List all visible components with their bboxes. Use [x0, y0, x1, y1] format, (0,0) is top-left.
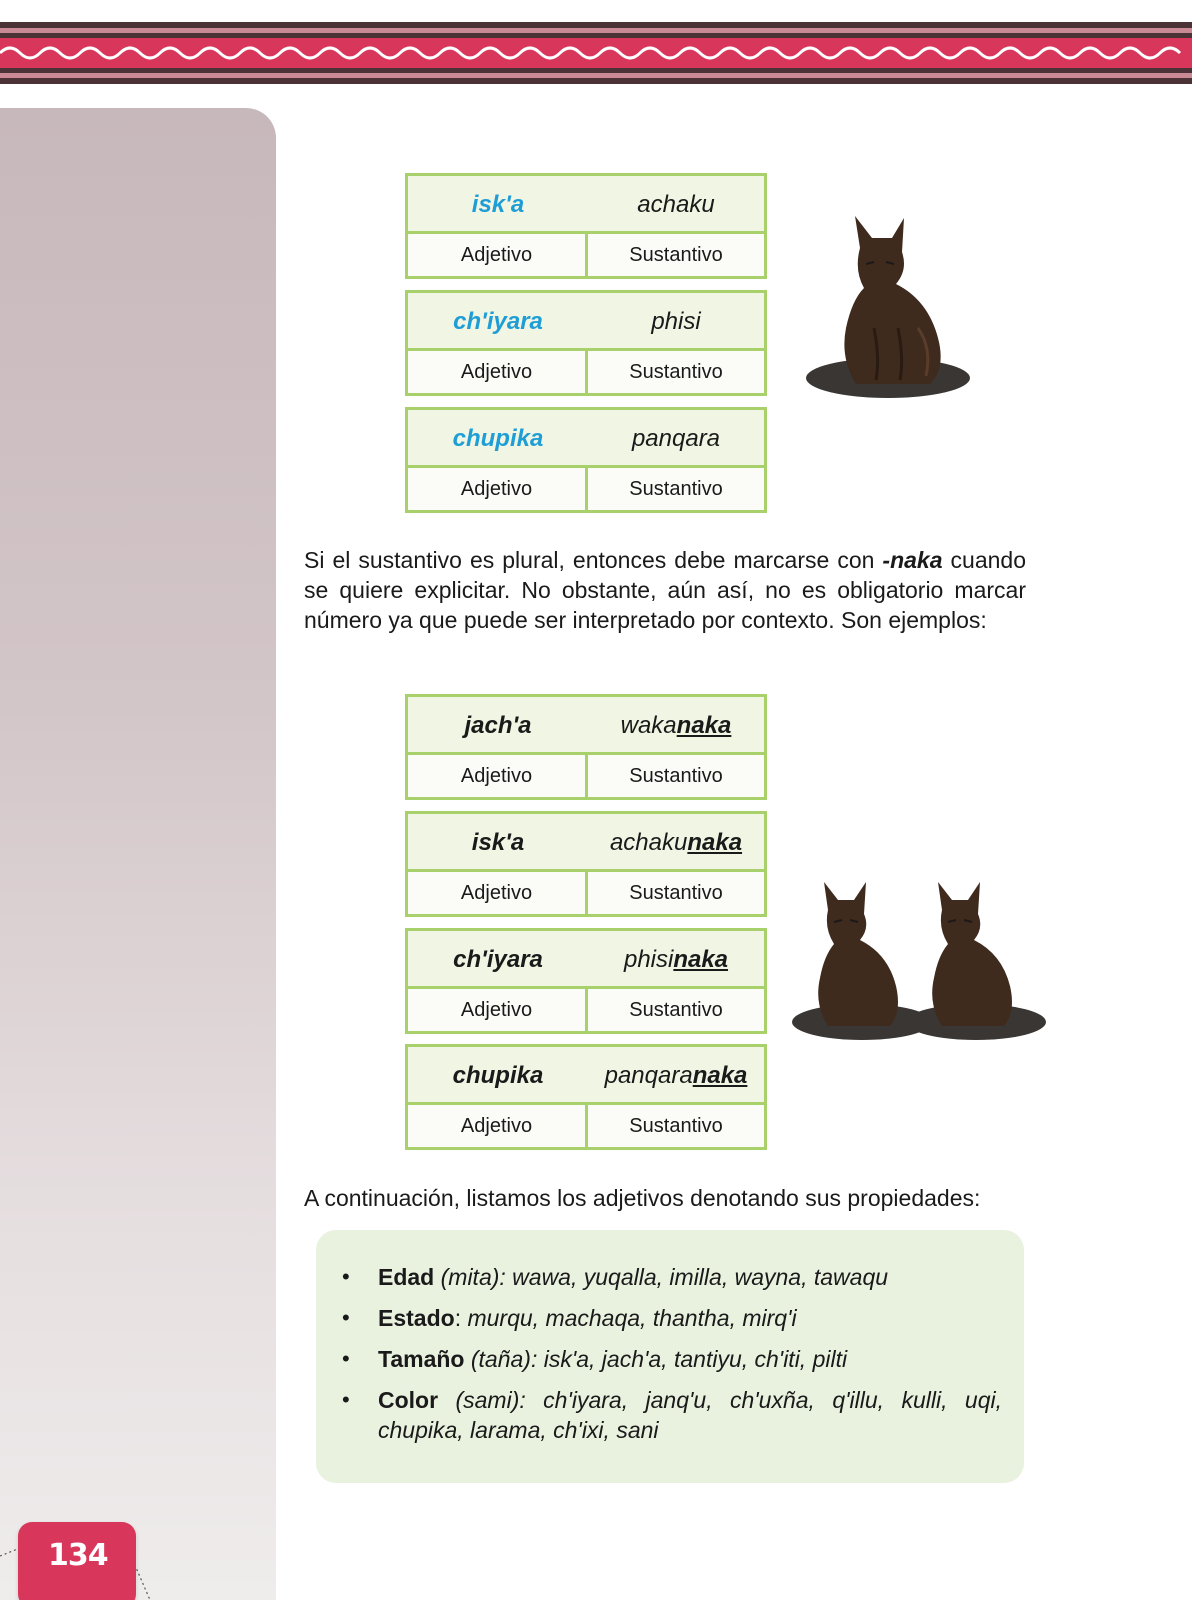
property-item [342, 1344, 1002, 1374]
paragraph-text: cuando se quiere explicitar. No obstante, aún así, no es obligatorio marcar número ya que puede ser interpretado por contexto. Son ejemplos: [304, 547, 1026, 633]
adjective-label: Adjetivo [408, 989, 588, 1031]
label-row [408, 872, 764, 914]
property-values: murqu, machaqa, thantha, mirq'i [467, 1305, 797, 1331]
page-number-badge [18, 1522, 136, 1600]
adjective-label: Adjetivo [408, 468, 588, 510]
word-row [408, 176, 764, 234]
word-row [408, 293, 764, 351]
adjective-properties-box [316, 1230, 1024, 1483]
plural-suffix: naka [673, 946, 729, 973]
plural-suffix: naka [676, 712, 732, 739]
adjective-label: Adjetivo [408, 755, 588, 797]
adjective-word: ch'iyara [453, 308, 543, 335]
property-values: (sami): ch'iyara, janq'u, ch'uxña, q'illu, kulli, uqi, chupika, larama, ch'ixi, sani [378, 1387, 1002, 1443]
word-table [405, 694, 767, 800]
word-table [405, 290, 767, 396]
word-row [408, 697, 764, 755]
adjective-word: isk'a [471, 191, 525, 218]
label-row [408, 234, 764, 276]
noun-word: achaku [637, 191, 715, 218]
property-name: Estado [378, 1305, 455, 1331]
noun-label: Sustantivo [629, 1115, 723, 1137]
adjective-label: Adjetivo [408, 351, 588, 393]
adjective-word: isk'a [471, 829, 525, 856]
left-sidebar-panel [0, 108, 276, 1600]
noun-label: Sustantivo [629, 882, 723, 904]
noun-stem: achaku [609, 829, 688, 856]
noun-label: Sustantivo [629, 244, 723, 266]
property-name: Edad [378, 1264, 435, 1290]
adjective-label: Adjetivo [408, 234, 588, 276]
noun-word: panqara [631, 425, 721, 452]
property-item [342, 1303, 1002, 1333]
word-table [405, 173, 767, 279]
property-values: (mita): wawa, yuqalla, imilla, wayna, tawaqu [434, 1264, 889, 1290]
plural-explanation-paragraph [304, 545, 1026, 635]
adjectives-intro-paragraph: A continuación, listamos los adjetivos denotando sus propiedades: [304, 1185, 981, 1211]
property-name: Color [378, 1387, 439, 1413]
cat-illustration [800, 208, 980, 408]
word-table [405, 811, 767, 917]
word-row [408, 931, 764, 989]
bullet: • [342, 1387, 350, 1412]
word-row [408, 1047, 764, 1105]
property-item [342, 1385, 1002, 1445]
plural-suffix: naka [687, 829, 743, 856]
noun-stem: panqara [604, 1062, 693, 1089]
property-colon: : [454, 1305, 468, 1331]
noun-word [588, 814, 764, 872]
noun-label: Sustantivo [629, 478, 723, 500]
adjective-label: Adjetivo [408, 1105, 588, 1147]
two-cats-illustration [792, 876, 1048, 1046]
label-row [408, 351, 764, 393]
bullet: • [342, 1264, 350, 1289]
word-row [408, 814, 764, 872]
plural-suffix: naka [692, 1062, 748, 1089]
bullet: • [342, 1305, 350, 1330]
page-number: 134 [48, 1538, 108, 1573]
property-item [342, 1262, 1002, 1292]
adjective-word: chupika [452, 425, 544, 452]
noun-word [588, 1047, 764, 1105]
adjective-label: Adjetivo [408, 872, 588, 914]
noun-stem: phisi [623, 946, 674, 973]
noun-label: Sustantivo [629, 999, 723, 1021]
decorative-top-band [0, 22, 1192, 84]
label-row [408, 755, 764, 797]
noun-word: phisi [651, 308, 701, 335]
adjective-word: jach'a [464, 712, 532, 739]
property-values: (taña): isk'a, jach'a, tantiyu, ch'iti, pilti [464, 1346, 848, 1372]
paragraph-text: Si el sustantivo es plural, entonces debe marcarse con [304, 547, 883, 573]
noun-word [588, 931, 764, 989]
label-row [408, 468, 764, 510]
word-row [408, 410, 764, 468]
suffix-naka: -naka [882, 547, 943, 573]
bullet: • [342, 1346, 350, 1371]
property-name: Tamaño [378, 1346, 465, 1372]
adjective-word: chupika [452, 1062, 544, 1089]
word-table [405, 407, 767, 513]
label-row [408, 1105, 764, 1147]
noun-label: Sustantivo [629, 361, 723, 383]
noun-stem: waka [620, 712, 677, 739]
word-table [405, 1044, 767, 1150]
noun-word [588, 697, 764, 755]
noun-label: Sustantivo [629, 765, 723, 787]
word-table [405, 928, 767, 1034]
adjective-word: ch'iyara [453, 946, 543, 973]
label-row [408, 989, 764, 1031]
